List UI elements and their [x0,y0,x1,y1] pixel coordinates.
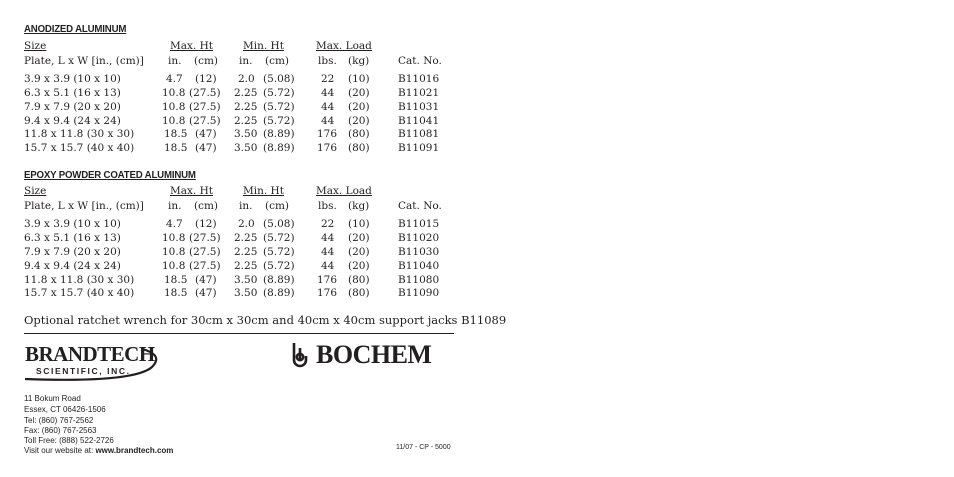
cell-kg: (10) [348,218,370,230]
cell-kg: (80) [348,274,370,286]
cell-lbs: 44 [321,101,335,113]
cell-max-in: 4.7 [166,73,183,85]
cell-min-cm: (5.72) [263,87,295,99]
cell-max-cm: (27.5) [189,232,221,244]
cell-cat: B11041 [398,115,440,127]
cell-min-in: 2.25 [234,260,258,272]
unit-in: in. [168,200,182,212]
table-row [0,273,480,287]
unit-in: in. [168,55,182,67]
cell-max-in: 10.8 [162,115,186,127]
cell-min-in: 2.25 [234,115,258,127]
cell-cat: B11020 [398,232,440,244]
cell-size: 9.4 x 9.4 (24 x 24) [24,115,121,127]
cell-cat: B11081 [398,128,440,140]
address-tollfree: Toll Free: (888) 522-2726 [24,436,114,445]
unit-kg: (kg) [348,200,370,212]
table-unit-row [0,54,480,68]
cell-max-in: 10.8 [162,246,186,258]
unit-cm: (cm) [265,55,290,67]
cell-kg: (10) [348,73,370,85]
cell-max-in: 18.5 [164,274,188,286]
table-row [0,127,480,141]
section-title: ANODIZED ALUMINUM [24,23,127,35]
cell-kg: (20) [348,260,370,272]
unit-in: in. [239,55,253,67]
brandtech-wordmark: BRANDTECH [25,342,155,366]
ratchet-wrench-note: Optional ratchet wrench for 30cm x 30cm and 40cm x 40cm support jacks B11089 [24,313,507,327]
col-min-ht-header: Min. Ht [243,185,284,197]
cell-max-cm: (27.5) [189,101,221,113]
col-min-ht-header: Min. Ht [243,40,284,52]
divider [24,333,454,334]
cell-min-in: 2.25 [234,101,258,113]
table-unit-row [0,199,480,213]
cell-size: 6.3 x 5.1 (16 x 13) [24,87,121,99]
col-cat-header: Cat. No. [398,55,442,67]
cell-lbs: 22 [321,218,335,230]
cell-max-cm: (47) [195,274,217,286]
table-row [0,72,480,86]
cell-max-in: 4.7 [166,218,183,230]
cell-size: 9.4 x 9.4 (24 x 24) [24,260,121,272]
cell-min-cm: (5.08) [263,218,295,230]
bochem-logo [290,340,460,368]
cell-cat: B11030 [398,246,440,258]
table-row [0,217,480,231]
cell-size: 3.9 x 3.9 (10 x 10) [24,73,121,85]
cell-size: 11.8 x 11.8 (30 x 30) [24,274,135,286]
table-row [0,141,480,155]
cell-size: 15.7 x 15.7 (40 x 40) [24,287,135,299]
cell-min-cm: (8.89) [263,142,295,154]
unit-cm: (cm) [194,200,219,212]
cell-max-in: 10.8 [162,260,186,272]
cell-lbs: 44 [321,232,335,244]
table-header-row [0,39,480,53]
cell-size: 3.9 x 3.9 (10 x 10) [24,218,121,230]
cell-max-cm: (47) [195,142,217,154]
cell-min-cm: (5.08) [263,73,295,85]
table-header-row [0,184,480,198]
cell-min-cm: (5.72) [263,115,295,127]
table-row [0,259,480,273]
col-plate-header: Plate, L x W [in., (cm)] [24,200,144,212]
cell-min-in: 2.25 [234,232,258,244]
cell-lbs: 44 [321,115,335,127]
cell-kg: (20) [348,232,370,244]
cell-size: 7.9 x 7.9 (20 x 20) [24,101,121,113]
cell-min-in: 3.50 [234,128,258,140]
cell-cat: B11031 [398,101,440,113]
cell-min-in: 2.0 [238,218,255,230]
cell-lbs: 176 [317,274,338,286]
cell-lbs: 176 [317,142,338,154]
cell-max-cm: (12) [195,73,217,85]
unit-lbs: lbs. [318,55,337,67]
cell-min-cm: (5.72) [263,101,295,113]
cell-kg: (20) [348,246,370,258]
brandtech-logo [24,341,174,386]
address-fax: Fax: (860) 767-2563 [24,426,97,435]
col-max-ht-header: Max. Ht [170,40,213,52]
col-max-load-header: Max. Load [316,40,372,52]
cell-lbs: 44 [321,246,335,258]
table-row [0,286,480,300]
bochem-emblem-icon [294,343,306,366]
cell-min-in: 2.25 [234,246,258,258]
cell-cat: B11091 [398,142,440,154]
cell-kg: (20) [348,115,370,127]
unit-kg: (kg) [348,55,370,67]
cell-max-in: 18.5 [164,128,188,140]
col-max-load-header: Max. Load [316,185,372,197]
cell-max-in: 10.8 [162,101,186,113]
cell-max-cm: (27.5) [189,260,221,272]
unit-cm: (cm) [265,200,290,212]
cell-lbs: 176 [317,287,338,299]
cell-cat: B11016 [398,73,440,85]
cell-max-in: 18.5 [164,142,188,154]
cell-lbs: 44 [321,260,335,272]
cell-cat: B11040 [398,260,440,272]
cell-cat: B11021 [398,87,440,99]
cell-min-cm: (8.89) [263,128,295,140]
address-tel: Tel: (860) 767-2562 [24,416,94,425]
cell-max-cm: (27.5) [189,246,221,258]
cell-min-in: 3.50 [234,287,258,299]
website-line [24,446,173,456]
brandtech-subtitle: SCIENTIFIC, INC. [36,366,131,376]
cell-min-in: 3.50 [234,142,258,154]
cell-size: 15.7 x 15.7 (40 x 40) [24,142,135,154]
table-row [0,100,480,114]
cell-max-cm: (47) [195,128,217,140]
cell-min-in: 2.0 [238,73,255,85]
unit-lbs: lbs. [318,200,337,212]
table-row [0,245,480,259]
cell-min-cm: (8.89) [263,274,295,286]
website-prefix: Visit our website at: [24,446,96,455]
cell-min-in: 2.25 [234,87,258,99]
col-size-header: Size [24,40,47,52]
cell-cat: B11080 [398,274,440,286]
cell-cat: B11015 [398,218,440,230]
cell-max-cm: (12) [195,218,217,230]
cell-lbs: 176 [317,128,338,140]
col-cat-header: Cat. No. [398,200,442,212]
cell-cat: B11090 [398,287,440,299]
cell-min-cm: (5.72) [263,260,295,272]
table-row [0,231,480,245]
website-link[interactable]: www.brandtech.com [95,446,174,455]
address-city: Essex, CT 06426-1506 [24,405,106,414]
cell-lbs: 44 [321,87,335,99]
cell-kg: (80) [348,128,370,140]
address-street: 11 Bokum Road [24,394,81,403]
section-title: EPOXY POWDER COATED ALUMINUM [24,169,196,181]
cell-max-cm: (47) [195,287,217,299]
cell-size: 6.3 x 5.1 (16 x 13) [24,232,121,244]
unit-in: in. [239,200,253,212]
cell-min-in: 3.50 [234,274,258,286]
cell-max-in: 18.5 [164,287,188,299]
cell-max-in: 10.8 [162,232,186,244]
cell-size: 7.9 x 7.9 (20 x 20) [24,246,121,258]
cell-kg: (20) [348,101,370,113]
cell-kg: (80) [348,287,370,299]
col-max-ht-header: Max. Ht [170,185,213,197]
cell-max-cm: (27.5) [189,115,221,127]
col-plate-header: Plate, L x W [in., (cm)] [24,55,144,67]
cell-size: 11.8 x 11.8 (30 x 30) [24,128,135,140]
table-row [0,114,480,128]
cell-min-cm: (5.72) [263,232,295,244]
cell-min-cm: (5.72) [263,246,295,258]
bochem-wordmark: BOCHEM [316,340,432,368]
cell-max-in: 10.8 [162,87,186,99]
cell-max-cm: (27.5) [189,87,221,99]
document-code: 11/07 - CP - 5000 [396,444,451,451]
cell-kg: (80) [348,142,370,154]
col-size-header: Size [24,185,47,197]
cell-kg: (20) [348,87,370,99]
table-row [0,86,480,100]
cell-min-cm: (8.89) [263,287,295,299]
cell-lbs: 22 [321,73,335,85]
unit-cm: (cm) [194,55,219,67]
